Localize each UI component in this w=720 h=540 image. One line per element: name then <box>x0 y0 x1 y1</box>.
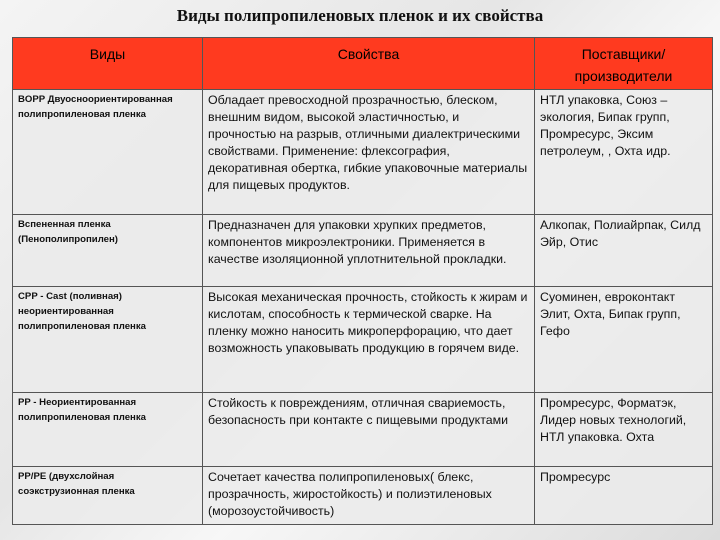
row-kind: PP/PE (двухслойная соэкструзионная пленка <box>13 467 203 525</box>
table-row <box>13 467 713 525</box>
row-properties: Высокая механическая прочность, стойкость к жирам и кислотам, способность к термической сварке. На пленку можно наносить микроперфорацию, что дает возможность упаковывать продукцию в горячем виде. <box>203 287 535 393</box>
header-kinds: Виды <box>13 38 203 90</box>
row-kind: CPP - Cast (поливная) неориентированная полипропиленовая пленка <box>13 287 203 393</box>
header-properties: Свойства <box>203 38 535 90</box>
row-properties: Стойкость к повреждениям, отличная свариемость, безопасность при контакте с пищевыми продуктами <box>203 393 535 467</box>
row-suppliers: НТЛ упаковка, Союз – экология, Бипак групп, Промресурс, Эксим петролеум, , Охта идр. <box>535 90 713 215</box>
row-properties: Предназначен для упаковки хрупких предметов, компонентов микроэлектроники. Применяется в качестве изоляционной уплотнительной прокладки. <box>203 215 535 287</box>
row-kind: PP - Неориентированная полипропиленовая пленка <box>13 393 203 467</box>
row-properties: Обладает превосходной прозрачностью, блеском, внешним видом, высокой эластичностью, и прочностью на разрыв, отличными диалектрическими свойствами. Применение: флексография, декоративная обертка, гибкие упаковочные материалы для пищевых продуктов. <box>203 90 535 215</box>
header-suppliers: Поставщики/ производители <box>535 38 713 90</box>
row-suppliers: Промресурс <box>535 467 713 525</box>
table-header-row <box>13 38 713 90</box>
table-row <box>13 287 713 393</box>
row-suppliers: Суоминен, евроконтакт Элит, Охта, Бипак групп, Гефо <box>535 287 713 393</box>
table-row <box>13 90 713 215</box>
row-kind: BOPP Двуосноориентированная полипропиленовая пленка <box>13 90 203 215</box>
row-suppliers: Промресурс, Форматэк, Лидер новых технологий, НТЛ упаковка. Охта <box>535 393 713 467</box>
table-row <box>13 215 713 287</box>
row-suppliers: Алкопак, Полиайрпак, Силд Эйр, Отис <box>535 215 713 287</box>
row-kind: Вспененная пленка (Пенополипропилен) <box>13 215 203 287</box>
table-row <box>13 393 713 467</box>
page-title: Виды полипропиленовых пленок и их свойства <box>176 6 544 25</box>
row-properties: Сочетает качества полипропиленовых( блекс, прозрачность, жиростойкость) и полиэтиленовых (морозоустойчивость) <box>203 467 535 525</box>
films-table <box>12 37 713 525</box>
